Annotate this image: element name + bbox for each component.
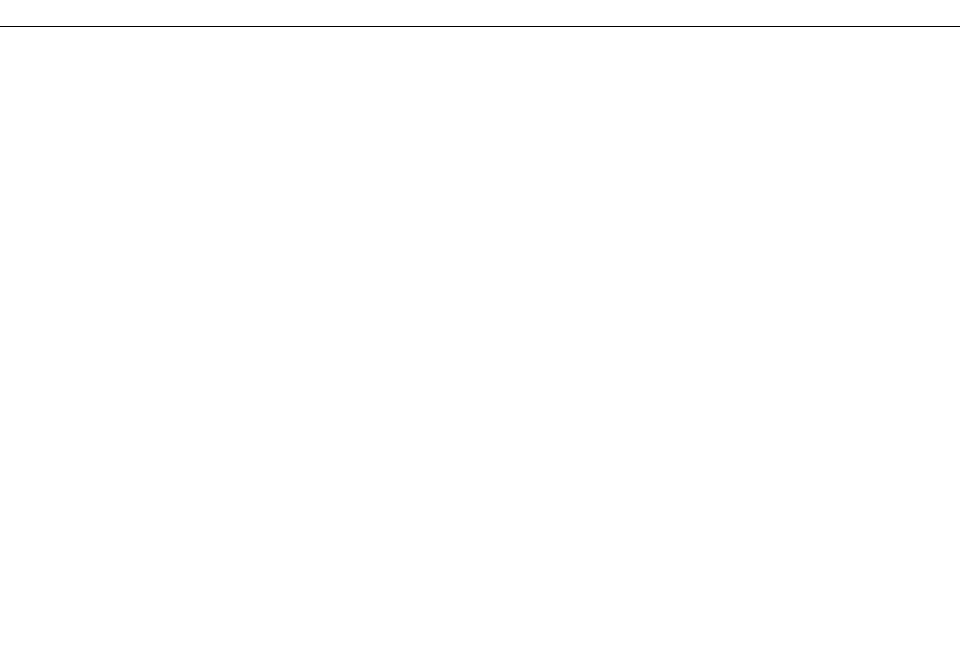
page-header [0, 0, 960, 27]
